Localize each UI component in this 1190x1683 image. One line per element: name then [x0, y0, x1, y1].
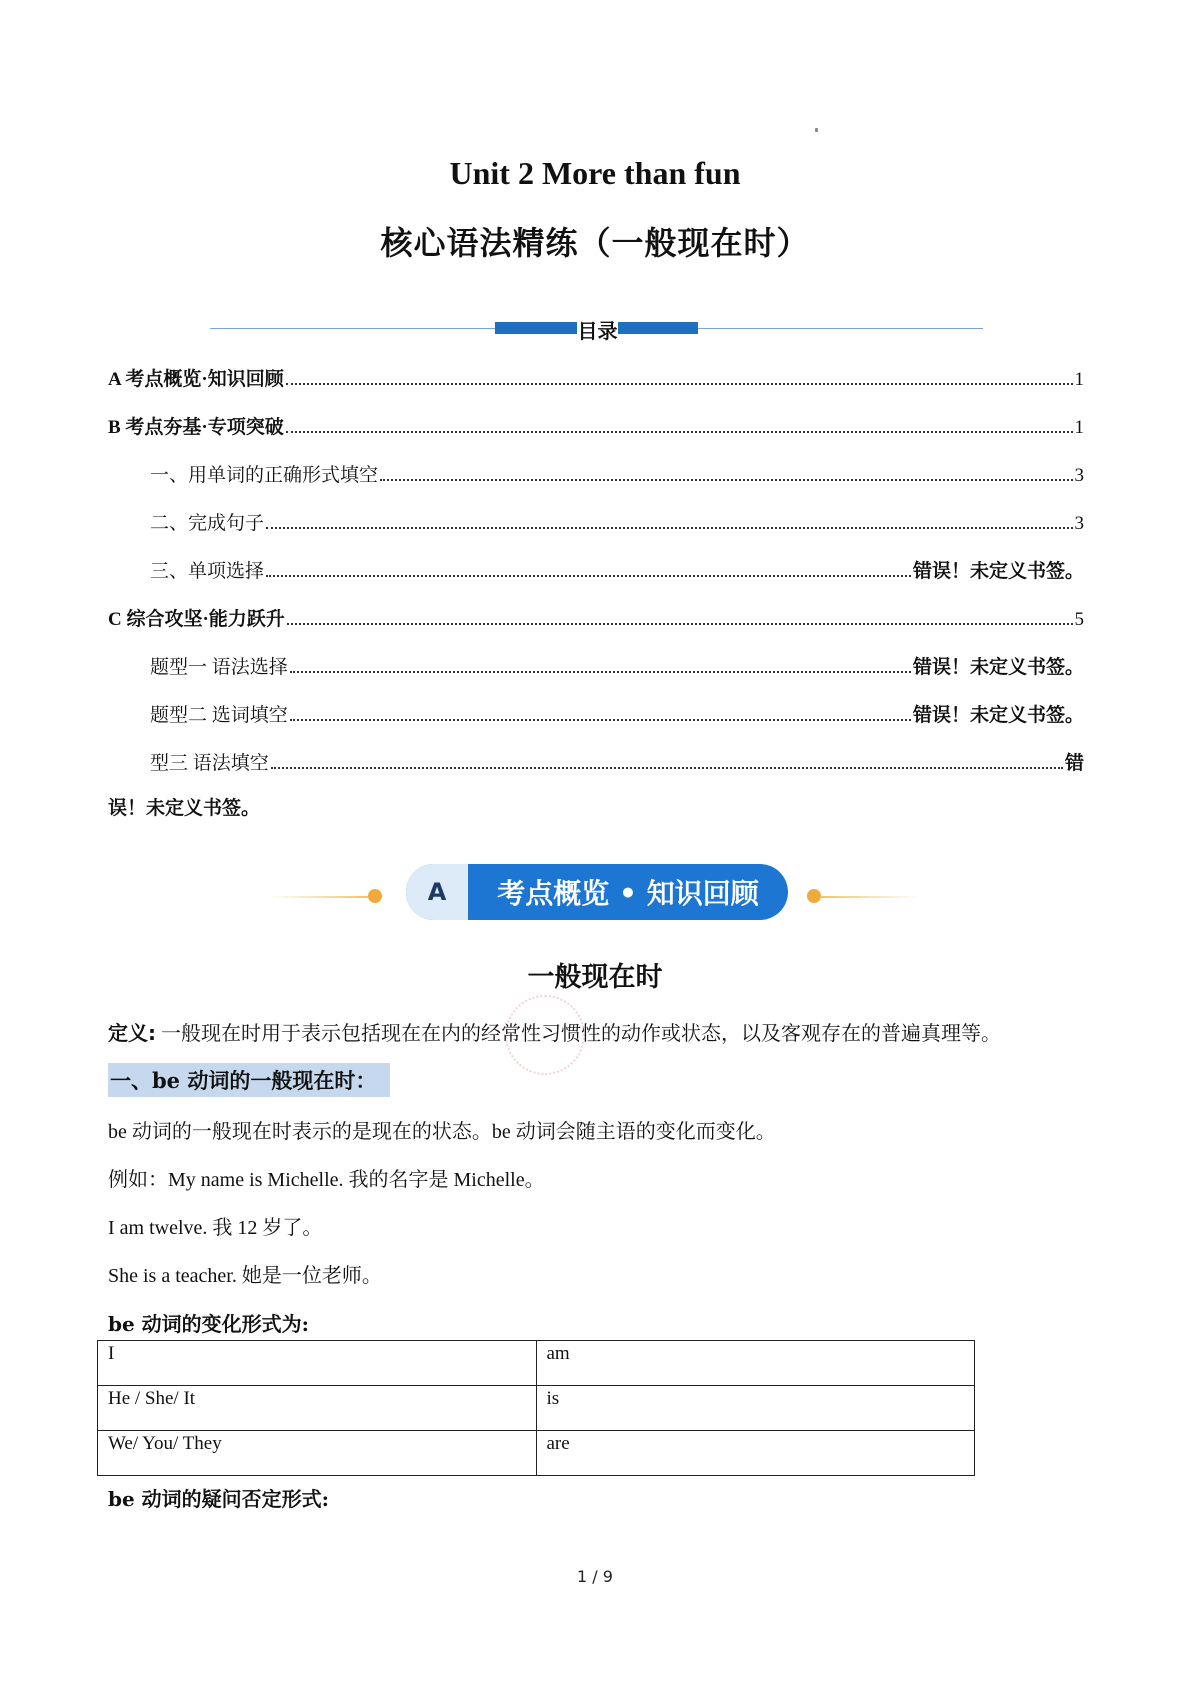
definition-label: 定义: [108, 1021, 156, 1045]
toc-entry-label: 三、单项选择 [150, 561, 265, 582]
toc-leader [266, 526, 1072, 529]
toc-entry-label: 题型一 语法选择 [150, 657, 288, 678]
document-title: Unit 2 More than fun [449, 155, 741, 191]
stray-mark [815, 128, 818, 132]
toc-leader [286, 430, 1073, 433]
table-cell: We/ You/ They [98, 1431, 537, 1476]
be-verb-table [97, 1340, 975, 1476]
toc-leader [271, 766, 1063, 769]
toc-entry[interactable] [108, 411, 1084, 439]
document-subtitle: 核心语法精练（一般现在时） [380, 224, 810, 262]
toc-entry-page: 错 [1064, 752, 1084, 774]
definition-paragraph [108, 1017, 1001, 1046]
toc-entry-page: 错误！未定义书签。 [912, 656, 1084, 678]
banner-line-right [820, 896, 920, 898]
section-heading: 一般现在时 [527, 962, 663, 993]
toc-leader [287, 622, 1073, 625]
table-cell: are [536, 1431, 975, 1476]
toc-leader [290, 718, 911, 721]
toc-entry-page: 错误！未定义书签。 [912, 704, 1084, 726]
toc-entry[interactable] [150, 651, 1084, 679]
banner-dot-right [807, 889, 821, 903]
page-number: 1 / 9 [577, 1567, 613, 1586]
toc-accent-right [618, 322, 698, 334]
toc-entry-page: 1 [1074, 369, 1084, 390]
toc-entry-label: A 考点概览·知识回顾 [108, 369, 284, 390]
table-cell: I [98, 1341, 537, 1386]
banner-line-left [268, 896, 368, 898]
toc-wrapped-text: 误！未定义书签。 [108, 797, 261, 819]
toc-title: 目录 [577, 319, 618, 343]
toc-leader [286, 382, 1073, 385]
table-row [98, 1341, 975, 1386]
forms-heading: be 动词的变化形式为: [108, 1312, 310, 1336]
toc-divider-left [210, 328, 495, 329]
toc-accent-left [495, 322, 577, 334]
toc-entry[interactable] [150, 699, 1084, 727]
toc-leader [380, 478, 1072, 481]
toc-entry[interactable] [150, 459, 1084, 487]
table-row [98, 1431, 975, 1476]
toc-entry-page: 3 [1074, 465, 1084, 486]
toc-entry-label: B 考点夯基·专项突破 [108, 417, 284, 438]
toc-entry-page: 1 [1074, 417, 1084, 438]
banner-dot-left [368, 889, 382, 903]
definition-text: 一般现在时用于表示包括现在在内的经常性习惯性的动作或状态，以及客观存在的普遍真理等。 [156, 1023, 1001, 1045]
toc-entry-label: 题型二 选词填空 [150, 705, 288, 726]
banner-title: 考点概览 • 知识回顾 [497, 877, 759, 910]
table-row [98, 1386, 975, 1431]
toc-leader [266, 574, 911, 577]
toc-entry-page: 错误！未定义书签。 [912, 560, 1084, 582]
toc-entry-label: C 综合攻坚·能力跃升 [108, 609, 285, 630]
toc-entry-page: 5 [1074, 609, 1084, 630]
toc-entry-page: 3 [1074, 513, 1084, 534]
table-cell: am [536, 1341, 975, 1386]
body-paragraph: 例如：My name is Michelle. 我的名字是 Michelle。 [108, 1169, 545, 1191]
banner-letter: A [406, 864, 468, 920]
toc-entry-label: 型三 语法填空 [150, 753, 269, 774]
highlighted-subheading: 一、be 动词的一般现在时： [108, 1063, 390, 1097]
toc-entry-label: 一、用单词的正确形式填空 [150, 465, 379, 486]
section-banner [406, 864, 788, 920]
toc-entry[interactable] [150, 507, 1084, 535]
toc-divider-right [698, 328, 983, 329]
table-cell: He / She/ It [98, 1386, 537, 1431]
toc-entry[interactable] [150, 747, 1084, 775]
body-paragraph: She is a teacher. 她是一位老师。 [108, 1265, 382, 1287]
toc-entry[interactable] [108, 363, 1084, 391]
toc-entry-label: 二、完成句子 [150, 513, 265, 534]
question-heading: be 动词的疑问否定形式: [108, 1487, 330, 1511]
body-paragraph: be 动词的一般现在时表示的是现在的状态。be 动词会随主语的变化而变化。 [108, 1121, 776, 1143]
table-cell: is [536, 1386, 975, 1431]
toc-entry[interactable] [150, 555, 1084, 583]
toc-leader [290, 670, 911, 673]
body-paragraph: I am twelve. 我 12 岁了。 [108, 1217, 323, 1239]
toc-entry[interactable] [108, 603, 1084, 631]
